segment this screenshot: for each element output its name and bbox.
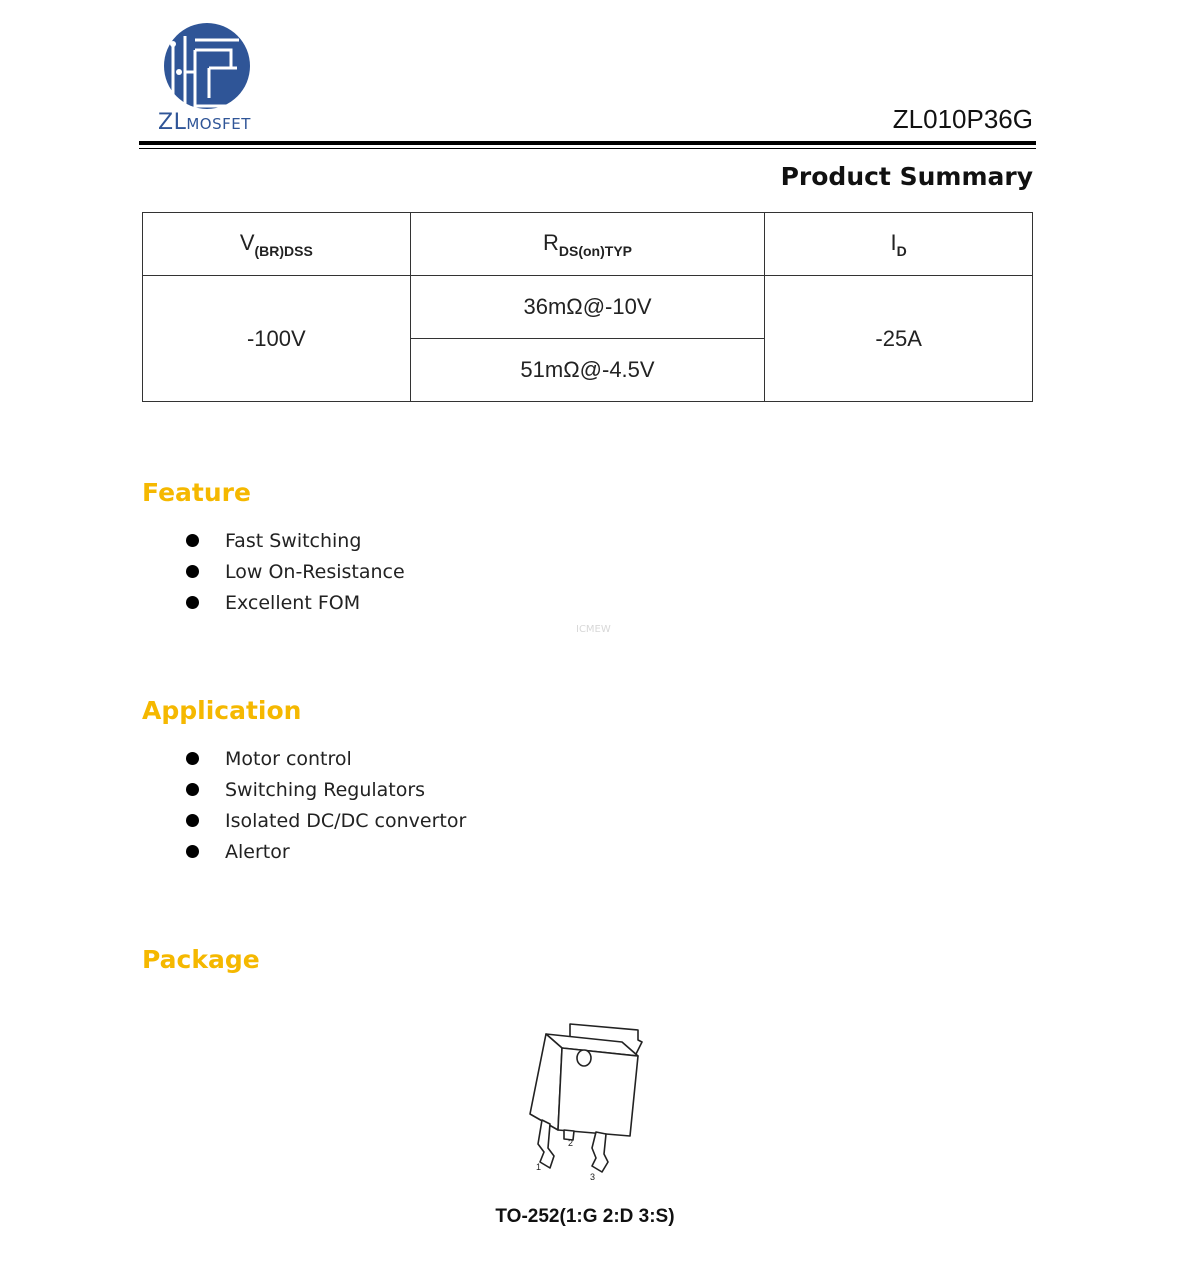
- logo-wordmark: [158, 110, 251, 135]
- bullet-icon: [186, 752, 199, 765]
- package-title: Package: [142, 945, 260, 974]
- header-id: $I_D$: [765, 213, 1033, 276]
- header-rule-thick: [139, 141, 1036, 145]
- pin-label-1: 1: [536, 1162, 542, 1172]
- to252-package-drawing: [520, 1020, 650, 1190]
- list-item: Excellent FOM: [186, 587, 405, 618]
- logo-wordmark-mosfet: MOSFET: [186, 115, 251, 133]
- list-item: Alertor: [186, 836, 466, 867]
- pin-label-3: 3: [590, 1172, 596, 1182]
- bullet-icon: [186, 783, 199, 796]
- list-item: Isolated DC/DC convertor: [186, 805, 466, 836]
- bullet-icon: [186, 845, 199, 858]
- product-summary-title: Product Summary: [780, 162, 1033, 191]
- watermark: ICMEW: [576, 624, 611, 635]
- bullet-icon: [186, 534, 199, 547]
- list-item: Motor control: [186, 743, 466, 774]
- product-summary-table: [142, 212, 1033, 402]
- package-label: TO-252(1:G 2:D 3:S): [495, 1206, 675, 1227]
- rdson-value-4v5: 51mΩ@-4.5V: [410, 339, 765, 402]
- vbrdss-value: -100V: [143, 276, 411, 402]
- application-title: Application: [142, 696, 302, 725]
- header-vbrdss: $V_{(BR)DSS}$: [143, 213, 411, 276]
- bullet-icon: [186, 596, 199, 609]
- feature-list: [186, 525, 405, 618]
- header-rdson: $R_{DS(on)TYP}$: [410, 213, 765, 276]
- list-item: Switching Regulators: [186, 774, 466, 805]
- rdson-value-10v: 36mΩ@-10V: [410, 276, 765, 339]
- feature-title: Feature: [142, 478, 251, 507]
- application-list: [186, 743, 466, 867]
- id-value: -25A: [765, 276, 1033, 402]
- list-item: Fast Switching: [186, 525, 405, 556]
- bullet-icon: [186, 565, 199, 578]
- logo-wordmark-zl: ZL: [158, 110, 187, 135]
- pin-label-2: 2: [568, 1138, 574, 1148]
- header-rule-thin: [139, 148, 1036, 149]
- table-row: [143, 276, 1033, 339]
- table-header-row: [143, 213, 1033, 276]
- part-number: ZL010P36G: [892, 104, 1033, 134]
- list-item: Low On-Resistance: [186, 556, 405, 587]
- bullet-icon: [186, 814, 199, 827]
